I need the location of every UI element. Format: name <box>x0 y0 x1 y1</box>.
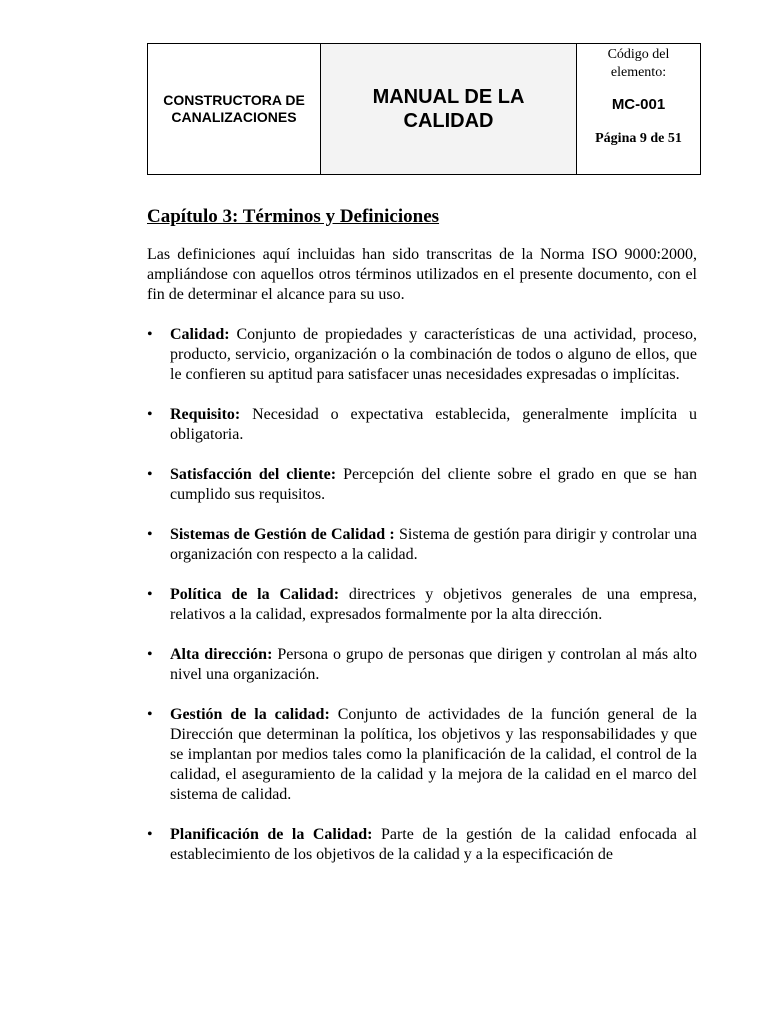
document-code: MC-001 <box>611 96 666 113</box>
definition-term: Requisito: <box>170 406 241 423</box>
definition-list <box>147 325 697 865</box>
definition-text: Necesidad o expectativa establecida, generalmente implícita u obligatoria. <box>170 406 697 443</box>
definition-item <box>147 325 697 385</box>
company-name <box>148 44 321 175</box>
definition-term: Sistemas de Gestión de Calidad : <box>170 526 395 543</box>
manual-title <box>321 44 577 175</box>
definition-text: Percepción del cliente sobre el grado en que se han cumplido sus requisitos. <box>170 466 698 503</box>
bullet-icon: • <box>147 526 153 543</box>
definition-item <box>147 585 697 625</box>
definition-text: Sistema de gestión para dirigir y controlar una organización con respecto a la calidad. <box>170 526 697 563</box>
definition-term: Planificación de la Calidad: <box>170 826 373 843</box>
code-label-line-2: elemento: <box>610 65 667 80</box>
definition-item <box>147 405 697 445</box>
bullet-icon: • <box>147 326 153 343</box>
definition-term: Política de la Calidad: <box>170 586 340 603</box>
definition-term: Satisfacción del cliente: <box>170 466 337 483</box>
definition-text: directrices y objetivos generales de una empresa, relativos a la calidad, expresados formalmente por la alta dirección. <box>170 586 697 623</box>
definition-term: Gestión de la calidad: <box>170 706 330 723</box>
manual-title-line-1: MANUAL DE LA <box>372 86 525 108</box>
company-name-line-2: CANALIZACIONES <box>171 109 297 125</box>
definition-text: Conjunto de propiedades y características de una actividad, proceso, producto, servicio, organización o la combinación de todos o alguno de ellos, que le confieren su aptitud para satisfacer unas necesidades expresadas o implícitas. <box>170 326 697 383</box>
bullet-icon: • <box>147 826 153 843</box>
definition-text: Persona o grupo de personas que dirigen y controlan al más alto nivel una organización. <box>170 646 697 683</box>
code-label-line-1: Código del <box>607 47 670 62</box>
definition-term: Alta dirección: <box>170 646 273 663</box>
document-header <box>147 43 701 175</box>
page-number: Página 9 de 51 <box>595 131 682 146</box>
bullet-icon: • <box>147 586 153 603</box>
bullet-icon: • <box>147 406 153 423</box>
definition-item <box>147 645 697 685</box>
definition-text: Conjunto de actividades de la función general de la Dirección que determinan la política, los objetivos y las responsabilidades y que se implantan por medios tales como la planificación de la calidad, el control de la calidad, el aseguramiento de la calidad y la mejora de la calidad en el marco del sistema de calidad. <box>170 706 697 803</box>
definition-item <box>147 825 697 865</box>
bullet-icon: • <box>147 706 153 723</box>
bullet-icon: • <box>147 646 153 663</box>
definition-item <box>147 465 697 505</box>
definition-item <box>147 525 697 565</box>
manual-title-line-2: CALIDAD <box>403 110 494 132</box>
definition-item <box>147 705 697 805</box>
bullet-icon: • <box>147 466 153 483</box>
definition-term: Calidad: <box>170 326 230 343</box>
document-body <box>147 205 697 885</box>
intro-paragraph: Las definiciones aquí incluidas han sido transcritas de la Norma ISO 9000:2000, ampliándose con aquellos otros términos utilizados en el presente documento, con el fin de determinar el alcance para su uso. <box>147 246 697 303</box>
document-code-cell <box>577 44 701 175</box>
definition-text: Parte de la gestión de la calidad enfocada al establecimiento de los objetivos de la calidad y a la especificación de <box>170 826 697 863</box>
company-name-line-1: CONSTRUCTORA DE <box>163 92 305 108</box>
chapter-title: Capítulo 3: Términos y Definiciones <box>147 206 440 227</box>
